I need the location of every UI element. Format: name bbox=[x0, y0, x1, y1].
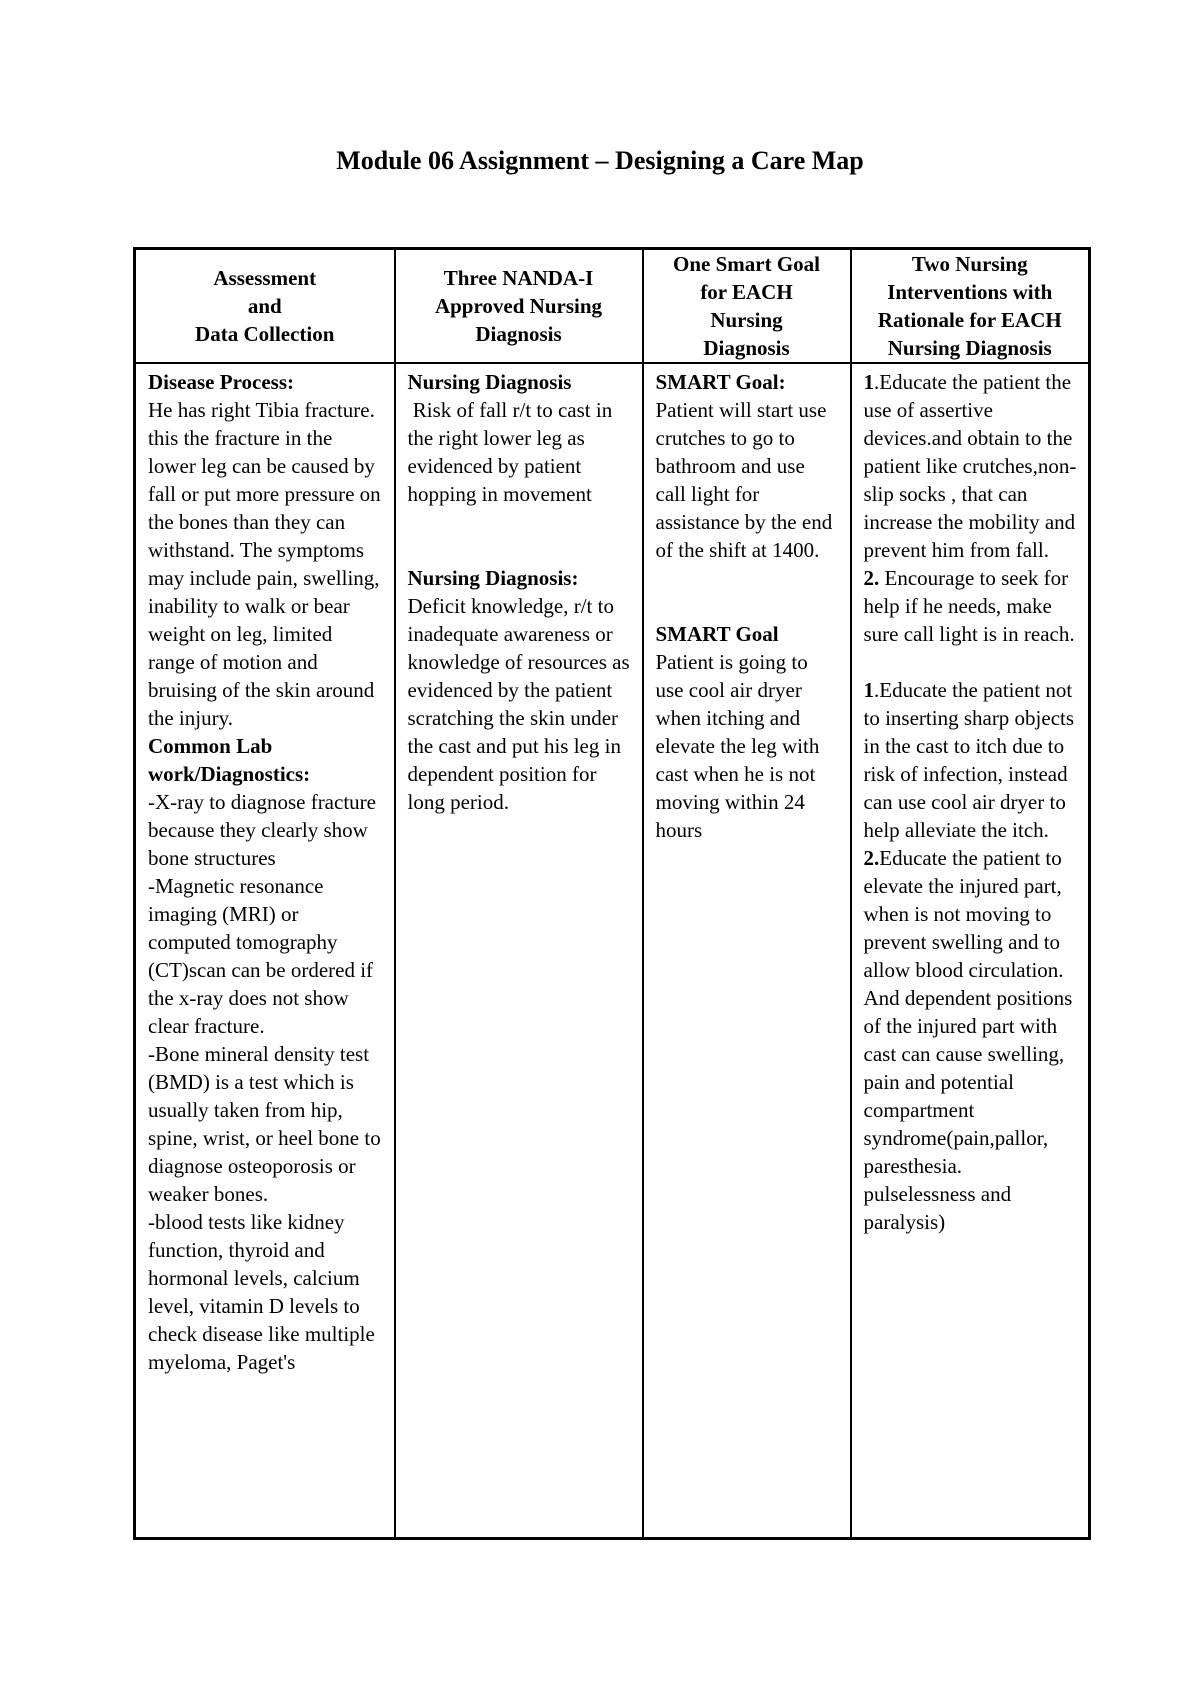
spacer bbox=[864, 648, 1079, 676]
intervention-item bbox=[864, 368, 1079, 564]
header-diagnosis bbox=[395, 249, 643, 364]
header-assessment-line: Assessment bbox=[213, 266, 317, 290]
disease-process-heading: Disease Process: bbox=[148, 370, 294, 394]
document-title: Module 06 Assignment – Designing a Care Map bbox=[336, 146, 864, 175]
diagnosis-text: Risk of fall r/t to cast in the right lower leg as evidenced by patient hopping in movement bbox=[407, 398, 618, 506]
header-assessment-line: Data Collection bbox=[195, 322, 335, 346]
header-assessment bbox=[135, 249, 395, 364]
smart-goal-cell bbox=[643, 363, 851, 1539]
header-goal-line: Diagnosis bbox=[703, 336, 790, 360]
intervention-text: Educate the patient to elevate the injured part, when is not moving to prevent swelling and to allow blood circulation. And dependent positions of the injured part with cast can cause swelling, pain and potential compartment syndrome(pain,pallor, paresthesia. pulselessness and paralysis) bbox=[863, 846, 1073, 1234]
header-interventions-line: Rationale for EACH bbox=[877, 308, 1062, 332]
lab-item: -X-ray to diagnose fracture because they clearly show bone structures bbox=[148, 790, 376, 870]
header-diagnosis-line: Three NANDA-I bbox=[443, 266, 594, 290]
diagnosis-heading: Nursing Diagnosis bbox=[407, 370, 572, 394]
header-diagnosis-line: Diagnosis bbox=[475, 322, 562, 346]
diagnosis-cell bbox=[395, 363, 643, 1539]
intervention-item bbox=[864, 844, 1079, 1236]
disease-process-text: He has right Tibia fracture. this the fracture in the lower leg can be caused by fall or put more pressure on the bones than they can withstand. The symptoms may include pain, swelling, inability to walk or bear weight on leg, limited range of motion and bruising of the skin around the injury. bbox=[148, 398, 381, 730]
header-interventions-line: Nursing Diagnosis bbox=[887, 336, 1052, 360]
intervention-number: 1 bbox=[863, 370, 874, 394]
diagnosis-text: Deficit knowledge, r/t to inadequate awareness or knowledge of resources as evidenced by the patient scratching the skin under the cast and put his leg in dependent position for long period. bbox=[407, 594, 630, 814]
header-smart-goal bbox=[643, 249, 851, 364]
smart-goal-text: Patient will start use crutches to go to bathroom and use call light for assistance by the end of the shift at 1400. bbox=[655, 398, 833, 562]
smart-goal-heading: SMART Goal: bbox=[655, 370, 786, 394]
assessment-cell bbox=[135, 363, 395, 1539]
header-interventions-line: Two Nursing bbox=[911, 252, 1028, 276]
lab-item: -Magnetic resonance imaging (MRI) or computed tomography (CT)scan can be ordered if the x-ray does not show clear fracture. bbox=[148, 874, 374, 1038]
content-row bbox=[135, 363, 1090, 1539]
interventions-cell bbox=[851, 363, 1090, 1539]
intervention-text: Encourage to seek for help if he needs, make sure call light is in reach. bbox=[863, 566, 1075, 646]
header-interventions bbox=[851, 249, 1090, 364]
header-goal-line: Nursing bbox=[710, 308, 783, 332]
spacer bbox=[408, 508, 632, 564]
intervention-number: 1 bbox=[863, 678, 874, 702]
intervention-item bbox=[864, 564, 1079, 648]
spacer bbox=[656, 564, 840, 620]
lab-diagnostics-heading: Common Lab work/Diagnostics: bbox=[148, 734, 311, 786]
intervention-item bbox=[864, 676, 1079, 844]
header-diagnosis-line: Approved Nursing bbox=[434, 294, 603, 318]
lab-item: -Bone mineral density test (BMD) is a test which is usually taken from hip, spine, wrist, or heel bone to diagnose osteoporosis or weaker bones. bbox=[148, 1042, 381, 1206]
header-assessment-line: and bbox=[247, 294, 282, 318]
intervention-number: 2. bbox=[863, 846, 880, 870]
lab-item: -blood tests like kidney function, thyroid and hormonal levels, calcium level, vitamin D levels to check disease like multiple myeloma, Paget's bbox=[148, 1210, 375, 1374]
care-map-table bbox=[133, 247, 1091, 1540]
header-row bbox=[135, 249, 1090, 364]
intervention-text: .Educate the patient the use of assertive devices.and obtain to the patient like crutches,non-slip socks , that can increase the mobility and prevent him from fall. bbox=[863, 370, 1077, 562]
smart-goal-heading: SMART Goal bbox=[655, 622, 779, 646]
header-interventions-line: Interventions with bbox=[887, 280, 1053, 304]
header-goal-line: One Smart Goal bbox=[673, 252, 820, 276]
header-goal-line: for EACH bbox=[700, 280, 793, 304]
intervention-text: .Educate the patient not to inserting sharp objects in the cast to itch due to risk of infection, instead can use cool air dryer to help alleviate the itch. bbox=[863, 678, 1075, 842]
diagnosis-heading: Nursing Diagnosis: bbox=[407, 566, 579, 590]
smart-goal-text: Patient is going to use cool air dryer when itching and elevate the leg with cast when he is not moving within 24 hours bbox=[655, 650, 820, 842]
intervention-number: 2. bbox=[863, 566, 880, 590]
